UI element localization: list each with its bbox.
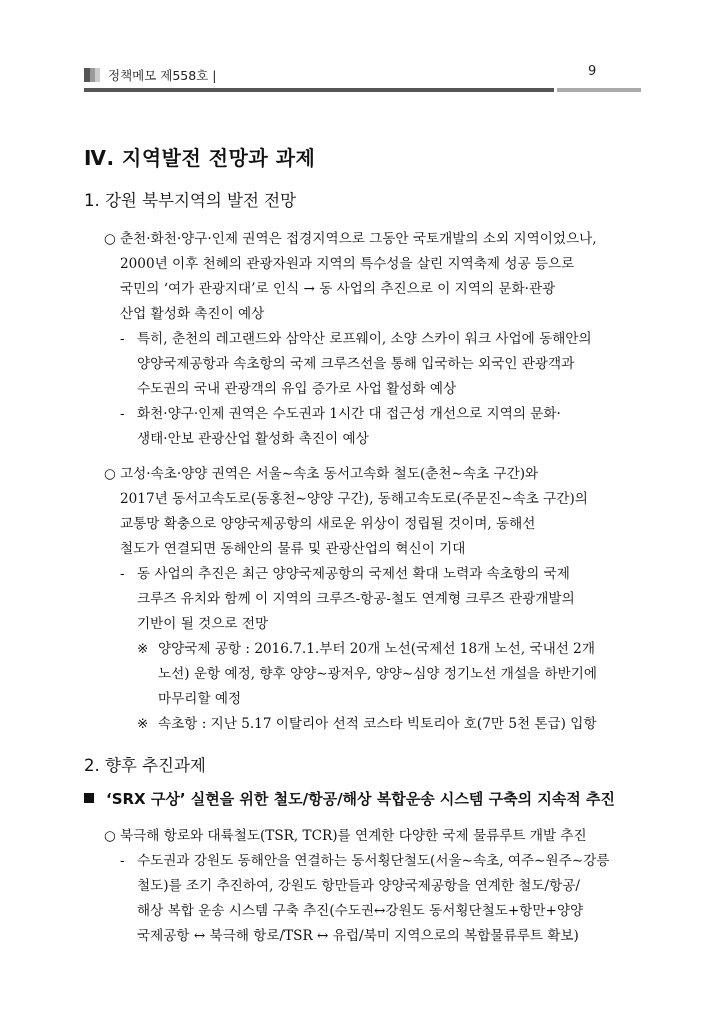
paragraph-line: 산업 활성화 촉진이 예상 [120, 306, 265, 322]
paragraph-line: 국제공항 ↔ 북극해 항로/TSR ↔ 유럽/북미 지역으로의 복합물류루트 확보) [137, 928, 579, 944]
paragraph-line: 국민의 ‘여가 관광지대’로 인식 → 동 사업의 추진으로 이 지역의 문화·관광 [120, 281, 556, 297]
key-task-text: ‘SRX 구상’ 실현을 위한 철도/항공/해상 복합운송 시스템 구축의 지속적 추진 [106, 790, 615, 808]
paragraph-line: 2000년 이후 천혜의 관광자원과 지역의 특수성을 살린 지역축제 성공 등으로 [120, 256, 575, 272]
bullet-dash: - [120, 853, 125, 869]
bullet-circle: ○ [104, 466, 116, 482]
note-marker: ※ [137, 641, 149, 657]
paragraph-line: 고성·속초·양양 권역은 서울∼속초 동서고속화 철도(춘천∼속초 구간)와 [120, 466, 539, 482]
note-line: 노선) 운항 예정, 향후 양양∼광저우, 양양∼심양 정기노선 개설을 하반기에 [158, 666, 597, 682]
header-rule-accent [557, 88, 641, 92]
section-title-2: 2. 향후 추진과제 [84, 756, 206, 775]
paragraph-line: 화천·양구·인제 권역은 수도권과 1시간 대 접근성 개선으로 지역의 문화· [137, 406, 561, 422]
bullet-dash: - [120, 566, 125, 582]
bullet-dash: - [120, 331, 125, 347]
key-task-heading [84, 786, 615, 812]
chapter-title: Ⅳ. 지역발전 전망과 과제 [84, 146, 316, 170]
page-header [84, 62, 564, 90]
note-line: 양양국제 공항 : 2016.7.1.부터 20개 노선(국제선 18개 노선, 국내선 2개 [158, 641, 595, 657]
paragraph-line: 춘천·화천·양구·인제 권역은 접경지역으로 그동안 국토개발의 소외 지역이었으나, [120, 231, 597, 247]
header-rule [84, 88, 554, 92]
bullet-circle: ○ [104, 828, 116, 844]
bullet-circle: ○ [104, 231, 116, 247]
paragraph-line: 2017년 동서고속도로(동홍천∼양양 구간), 동해고속도로(주문진∼속초 구간)의 [120, 491, 588, 507]
paragraph-line: 철도)를 조기 추진하여, 강원도 항만들과 양양국제공항을 연계한 철도/항공/ [137, 878, 580, 894]
paragraph-line: 생태·안보 관광산업 활성화 촉진이 예상 [137, 431, 369, 447]
note-marker: ※ [137, 716, 149, 732]
section-title-1: 1. 강원 북부지역의 발전 전망 [84, 191, 297, 210]
paragraph-line: 해상 복합 운송 시스템 구축 추진(수도권↔강원도 동서횡단철도+항만+양양 [137, 903, 584, 919]
paragraph-line: 교통망 확충으로 양양국제공항의 새로운 위상이 정립될 것이며, 동해선 [120, 516, 536, 532]
paragraph-line: 북극해 항로와 대륙철도(TSR, TCR)를 연계한 다양한 국제 물류루트 개발 추진 [120, 828, 587, 844]
bullet-dash: - [120, 406, 125, 422]
paragraph-line: 특히, 춘천의 레고랜드와 삼악산 로프웨이, 소양 스카이 워크 사업에 동해안의 [137, 331, 592, 347]
square-bullet-icon [84, 793, 94, 803]
page-number: 9 [588, 64, 597, 79]
paragraph-line: 크루즈 유치와 함께 이 지역의 크루즈-항공-철도 연계형 크루즈 관광개발의 [137, 591, 575, 607]
paragraph-line: 기반이 될 것으로 전망 [137, 616, 269, 632]
header-title: 정책메모 제558호 | [108, 68, 217, 83]
note-line: 마무리할 예정 [158, 691, 242, 707]
paragraph-line: 철도가 연결되면 동해안의 물류 및 관광산업의 혁신이 기대 [120, 541, 466, 557]
paragraph-line: 동 사업의 추진은 최근 양양국제공항의 국제선 확대 노력과 속초항의 국제 [137, 566, 570, 582]
header-marks-decoration [84, 68, 104, 82]
note-line: 속초항 : 지난 5.17 이탈리아 선적 코스타 빅토리아 호(7만 5천 톤급) 입항 [158, 716, 597, 732]
paragraph-line: 수도권의 국내 관광객의 유입 증가로 사업 활성화 예상 [137, 381, 457, 397]
paragraph-line: 양양국제공항과 속초항의 국제 크루즈선을 통해 입국하는 외국인 관광객과 [137, 356, 575, 372]
paragraph-line: 수도권과 강원도 동해안을 연결하는 동서횡단철도(서울∼속초, 여주∼원주∼강릉 [137, 853, 610, 869]
